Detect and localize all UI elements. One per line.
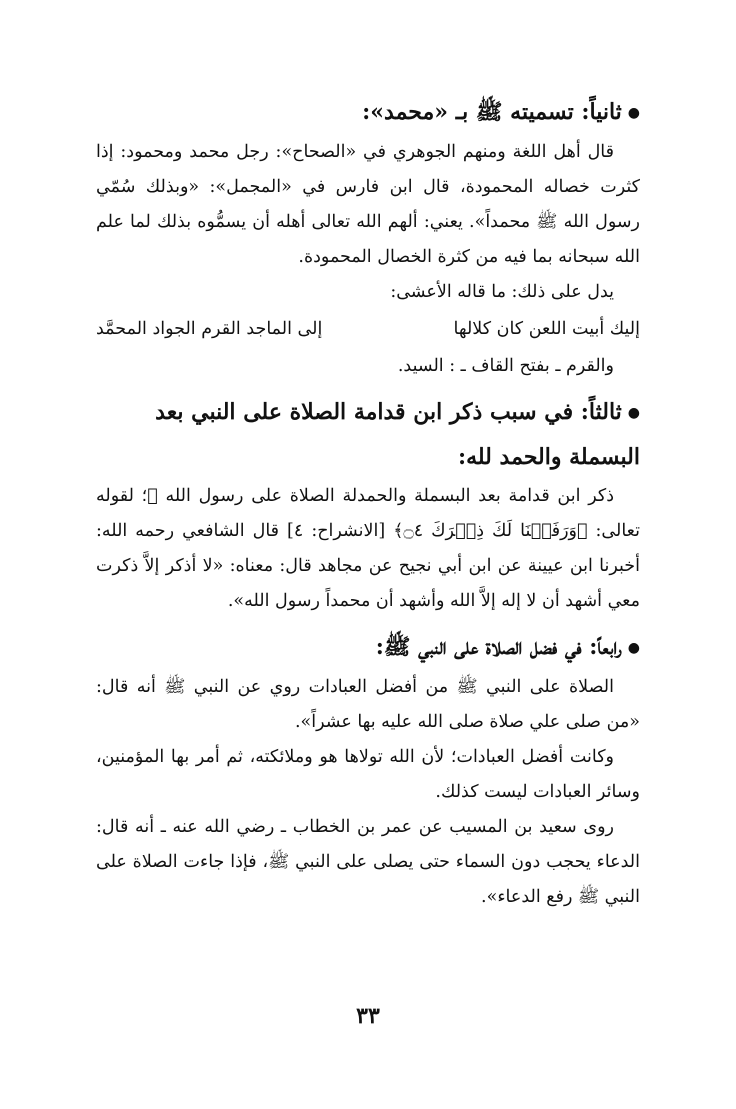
heading-text: ثانياً: تسميته ﷺ بـ «محمد»: <box>362 99 622 125</box>
section-heading-second <box>96 90 640 135</box>
heading-text: رابعاً: في فضل الصلاة على النبي ﷺ: <box>375 634 622 660</box>
page-number: ٣٣ <box>356 1003 380 1029</box>
bullet-icon: ● <box>627 405 640 421</box>
poem-verse <box>96 310 640 348</box>
bullet-icon: ● <box>627 105 640 121</box>
verse-first-hemistich: إليك أبيت اللعن كان كلالها <box>453 319 640 339</box>
paragraph: قال أهل اللغة ومنهم الجوهري في «الصحاح»: رجل محمد ومحمود: إذا كثرت خصاله المحمودة، قال ابن فارس في «المجمل»: «وبذلك سُمّي رسول الله ﷺ محمداً». يعني: ألهم الله تعالى أهله أن يسمُّوه بذلك لما علم الله سبحانه بما فيه من كثرة الخصال المحمودة. <box>96 142 640 267</box>
paragraph: يدل على ذلك: ما قاله الأعشى: <box>390 282 614 302</box>
paragraph: الصلاة على النبي ﷺ من أفضل العبادات روي عن النبي ﷺ أنه قال: «من صلى علي صلاة صلى الله عليه بها عشراً». <box>96 677 640 732</box>
verse-second-hemistich: إلى الماجد القرم الجواد المحمَّد <box>96 319 323 339</box>
paragraph: وكانت أفضل العبادات؛ لأن الله تولاها هو وملائكته، ثم أمر بها المؤمنين، وسائر العبادات ليست كذلك. <box>96 747 640 802</box>
paragraph: روى سعيد بن المسيب عن عمر بن الخطاب ـ رضي الله عنه ـ أنه قال: الدعاء يحجب دون السماء حتى يصلى على النبي ﷺ، فإذا جاءت الصلاة على النبي ﷺ رفع الدعاء». <box>96 817 640 907</box>
bullet-icon: ● <box>627 640 640 656</box>
heading-text: ثالثاً: في سبب ذكر ابن قدامة الصلاة على النبي بعد البسملة والحمد لله: <box>155 399 640 470</box>
section-heading-fourth <box>96 625 640 670</box>
section-heading-third <box>96 390 640 479</box>
paragraph: ذكر ابن قدامة بعد البسملة والحمدلة الصلاة على رسول الله ﷺ؛ لقوله تعالى: ﴿وَرَفَعۡنَا لَكَ ذِكۡرَكَ ۝٤﴾ [الانشراح: ٤] قال الشافعي رحمه الله: أخبرنا ابن عيينة عن ابن أبي نجيح عن مجاهد قال: معناه: «لا أذكر إلاَّ ذكرت معي أشهد أن لا إله إلاَّ الله وأشهد أن محمداً رسول الله». <box>96 486 640 611</box>
footnote-line: والقرم ـ بفتح القاف ـ : السيد. <box>397 356 614 376</box>
